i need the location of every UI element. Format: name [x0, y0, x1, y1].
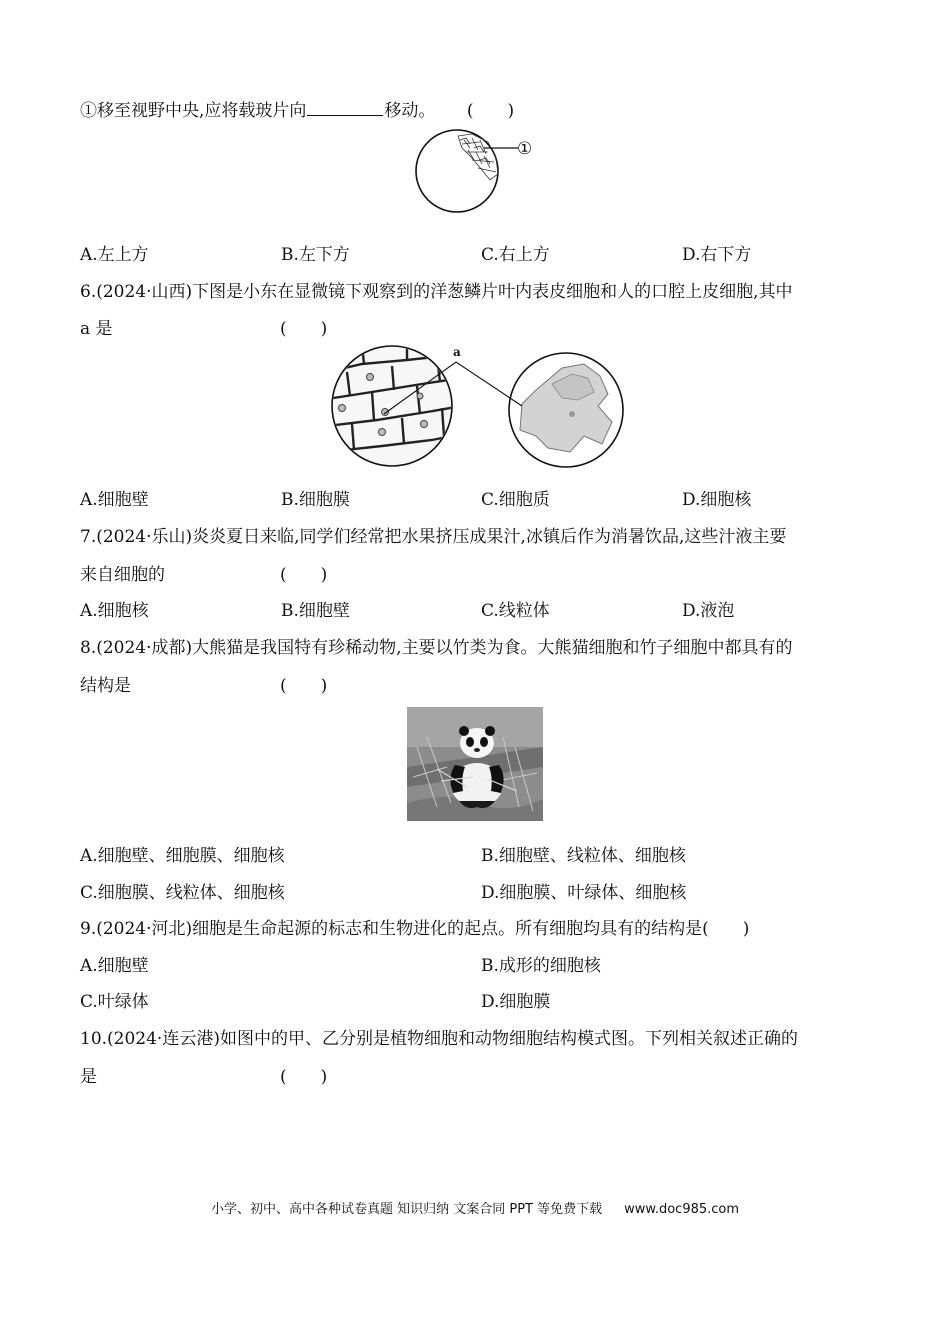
q7-option-b: B.细胞壁 — [281, 601, 350, 621]
q5-option-c: C.右上方 — [481, 245, 550, 265]
q6-option-d: D.细胞核 — [682, 490, 752, 510]
q8-stem-line2-text: 结构是 — [80, 676, 131, 696]
q8-stem-line2 — [80, 675, 328, 697]
q6-figure-label: a — [453, 345, 461, 359]
q9-stem: 9.(2024·河北)细胞是生命起源的标志和生物进化的起点。所有细胞均具有的结构是( ) — [80, 919, 750, 939]
q6-answer-paren: ( ) — [280, 319, 328, 339]
q8-option-b: B.细胞壁、线粒体、细胞核 — [481, 846, 686, 866]
q10-stem-line2-text: 是 — [80, 1067, 97, 1087]
page-footer — [0, 1198, 950, 1217]
q7-option-a: A.细胞核 — [80, 601, 149, 621]
q7-answer-paren: ( ) — [280, 565, 328, 585]
q5-option-b: B.左下方 — [281, 245, 350, 265]
q9-option-c: C.叶绿体 — [80, 992, 149, 1012]
q7-option-c: C.线粒体 — [481, 601, 550, 621]
q5-answer-paren: ( ) — [466, 101, 515, 121]
q10-stem-line1: 10.(2024·连云港)如图中的甲、乙分别是植物细胞和动物细胞结构模式图。下列相关叙述正确的 — [80, 1029, 798, 1049]
q8-answer-paren: ( ) — [280, 676, 328, 696]
q5-option-d: D.右下方 — [682, 245, 752, 265]
q6-option-b: B.细胞膜 — [281, 490, 350, 510]
q6-cheek-cells-view — [509, 353, 623, 467]
q7-stem-line2 — [80, 564, 328, 586]
q7-stem-line2-text: 来自细胞的 — [80, 565, 165, 585]
q6-option-a: A.细胞壁 — [80, 490, 149, 510]
q6-stem-line1: 6.(2024·山西)下图是小东在显微镜下观察到的洋葱鳞片叶内表皮细胞和人的口腔上皮细胞,其中 — [80, 282, 793, 302]
q6-option-c: C.细胞质 — [481, 490, 550, 510]
q7-option-d: D.液泡 — [682, 601, 735, 621]
q5-stem — [80, 99, 514, 122]
q5-figure-label: ① — [517, 139, 533, 159]
q8-option-d: D.细胞膜、叶绿体、细胞核 — [481, 883, 687, 903]
q10-stem-line2 — [80, 1066, 328, 1088]
q6-stem-line2-text: a 是 — [80, 319, 113, 339]
q5-answer-blank — [307, 99, 383, 116]
q9-option-d: D.细胞膜 — [481, 992, 551, 1012]
q8-option-c: C.细胞膜、线粒体、细胞核 — [80, 883, 285, 903]
q6-stem-line2 — [80, 318, 328, 340]
q8-option-a: A.细胞壁、细胞膜、细胞核 — [80, 846, 285, 866]
footer-site-link[interactable]: www.doc985.com — [624, 1202, 740, 1217]
q6-onion-cells-view — [327, 344, 462, 466]
q5-stem-pre: ①移至视野中央,应将载玻片向 — [80, 101, 307, 121]
q7-stem-line1: 7.(2024·乐山)炎炎夏日来临,同学们经常把水果挤压成果汁,冰镇后作为消暑饮品,这些汁液主要 — [80, 527, 787, 547]
q8-stem-line1: 8.(2024·成都)大熊猫是我国特有珍稀动物,主要以竹类为食。大熊猫细胞和竹子细胞中都具有的 — [80, 638, 793, 658]
footer-text: 小学、初中、高中各种试卷真题 知识归纳 文案合同 PPT 等免费下载 — [210, 1202, 603, 1217]
q6-cell-comparison-figure — [322, 344, 628, 470]
q5-stem-post: 移动。 — [384, 101, 436, 121]
q9-option-b: B.成形的细胞核 — [481, 956, 601, 976]
q5-option-a: A.左上方 — [80, 245, 149, 265]
q8-panda-photo — [407, 707, 543, 821]
q9-option-a: A.细胞壁 — [80, 956, 149, 976]
q5-microscope-field-figure — [410, 128, 540, 218]
q10-answer-paren: ( ) — [280, 1067, 328, 1087]
